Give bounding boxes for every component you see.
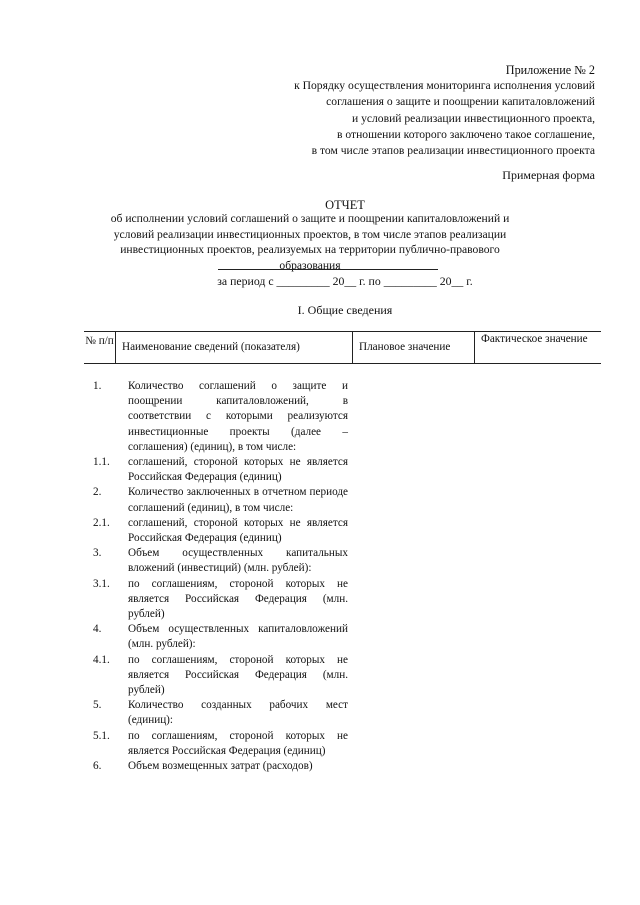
form-type-label: Примерная форма <box>502 168 595 182</box>
appendix-line: в том числе этапов реализации инвестиционного проекта <box>311 144 595 158</box>
appendix-line: к Порядку осуществления мониторинга исполнения условий <box>294 79 595 93</box>
report-title: ОТЧЕТ <box>325 198 365 212</box>
table-row <box>84 729 384 759</box>
row-number: 2. <box>93 486 102 499</box>
table-row <box>84 379 384 455</box>
report-period: за период с _________ 20__ г. по _________ 20__ г. <box>217 274 473 288</box>
row-number: 1. <box>93 380 102 392</box>
header-planned: Плановое значение <box>354 332 475 363</box>
table-row <box>84 698 384 728</box>
header-name: Наименование сведений (показателя) <box>117 332 353 363</box>
table-row <box>84 622 384 652</box>
row-number: 5. <box>93 699 102 712</box>
row-text: по соглашениям, стороной которых не является Российская Федерация (единиц) <box>128 729 348 757</box>
appendix-line: и условий реализации инвестиционного проекта, <box>351 111 595 125</box>
entity-blank-line <box>218 269 438 270</box>
row-number: 2.1. <box>93 516 110 529</box>
row-number: 6. <box>93 760 102 773</box>
row-text: Объем осуществленных капитальных вложений (инвестиций) (млн. рублей): <box>128 547 348 575</box>
table-row <box>84 516 384 546</box>
table-row <box>84 485 384 515</box>
row-number: 3. <box>93 547 102 560</box>
row-text: Количество заключенных в отчетном периоде соглашений (единиц), в том числе: <box>128 486 348 514</box>
row-text: Количество созданных рабочих мест (единиц): <box>128 699 348 727</box>
table-row <box>84 759 384 774</box>
row-number: 4.1. <box>93 653 110 666</box>
table-row <box>84 546 384 576</box>
table-row <box>84 653 384 699</box>
appendix-line: в отношении которого заключено такое соглашение, <box>336 127 595 141</box>
row-text: по соглашениям, стороной которых не является Российская Федерация (млн. рублей) <box>128 653 348 697</box>
row-text: Количество соглашений о защите и поощрении капиталовложений, в соответствии с которыми реализуются инвестиционные проекты (далее – соглашения) (единиц), в том числе: <box>128 380 348 453</box>
table-header <box>84 331 601 364</box>
appendix-header: Приложение № 2 <box>505 63 595 77</box>
header-num: № п/п <box>84 332 116 363</box>
row-number: 3.1. <box>93 577 110 590</box>
row-text: соглашений, стороной которых не является Российская Федерация (единиц) <box>128 456 348 484</box>
table-row <box>84 577 384 623</box>
appendix-block <box>294 62 595 159</box>
row-text: по соглашениям, стороной которых не является Российская Федерация (млн. рублей) <box>128 577 348 621</box>
row-text: соглашений, стороной которых не является Российская Федерация (единиц) <box>128 516 348 545</box>
row-text: Объем возмещенных затрат (расходов) <box>128 760 313 773</box>
appendix-line: соглашения о защите и поощрении капиталовложений <box>326 95 595 109</box>
row-number: 4. <box>93 623 102 636</box>
row-text: Объем осуществленных капиталовложений (млн. рублей): <box>128 623 348 651</box>
section-title: I. Общие сведения <box>297 303 393 317</box>
report-subtitle: об исполнении условий соглашений о защите и поощрении капиталовложений и условий реализации инвестиционных проектов, в том числе этапов реализации инвестиционных проектов, реализуемых на территории публично-правового образования <box>110 212 510 272</box>
table-row <box>84 455 384 485</box>
row-number: 5.1. <box>93 729 110 742</box>
header-actual: Фактическое значение <box>481 333 588 345</box>
row-number: 1.1. <box>93 456 110 469</box>
table-body <box>84 379 384 774</box>
